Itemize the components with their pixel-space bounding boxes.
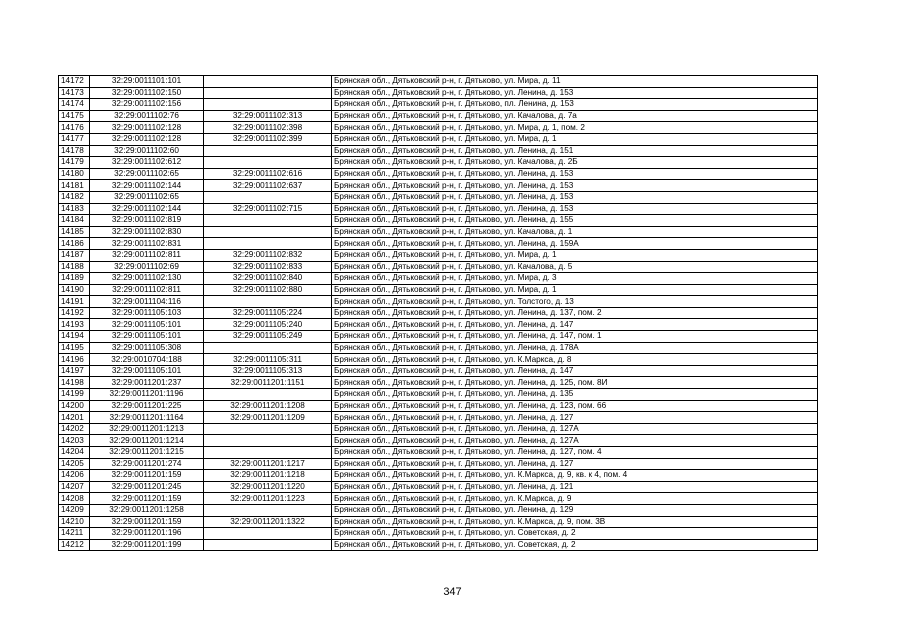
linked-cadastral-number-cell	[204, 528, 332, 540]
table-row	[59, 249, 818, 261]
table-row	[59, 412, 818, 424]
cadastral-number-cell: 32:29:0011201:1258	[90, 504, 204, 516]
cadastral-number-cell: 32:29:0011105:101	[90, 365, 204, 377]
linked-cadastral-number-cell: 32:29:0011201:1209	[204, 412, 332, 424]
table-row	[59, 87, 818, 99]
cadastral-number-cell: 32:29:0011102:69	[90, 261, 204, 273]
row-number-cell: 14195	[59, 342, 90, 354]
table-row	[59, 191, 818, 203]
address-cell: Брянская обл., Дятьковский р-н, г. Дятьково, ул. Ленина, д. 153	[332, 180, 818, 192]
linked-cadastral-number-cell: 32:29:0011105:249	[204, 331, 332, 343]
table-row	[59, 180, 818, 192]
table-row	[59, 528, 818, 540]
row-number-cell: 14185	[59, 226, 90, 238]
row-number-cell: 14174	[59, 99, 90, 111]
linked-cadastral-number-cell: 32:29:0011201:1217	[204, 458, 332, 470]
address-cell: Брянская обл., Дятьковский р-н, г. Дятьково, ул. Ленина, д. 153	[332, 203, 818, 215]
cadastral-number-cell: 32:29:0011105:103	[90, 307, 204, 319]
cadastral-number-cell: 32:29:0011102:831	[90, 238, 204, 250]
table-row	[59, 481, 818, 493]
table-row	[59, 319, 818, 331]
address-cell: Брянская обл., Дятьковский р-н, г. Дятьково, ул. Ленина, д. 127А	[332, 423, 818, 435]
table-row	[59, 284, 818, 296]
linked-cadastral-number-cell: 32:29:0011201:1223	[204, 493, 332, 505]
address-cell: Брянская обл., Дятьковский р-н, г. Дятьково, ул. Ленина, д. 147	[332, 319, 818, 331]
row-number-cell: 14191	[59, 296, 90, 308]
address-cell: Брянская обл., Дятьковский р-н, г. Дятьково, ул. К.Маркса, д. 8	[332, 354, 818, 366]
linked-cadastral-number-cell: 32:29:0011102:637	[204, 180, 332, 192]
linked-cadastral-number-cell: 32:29:0011105:240	[204, 319, 332, 331]
page-number: 347	[443, 586, 462, 598]
linked-cadastral-number-cell: 32:29:0011102:313	[204, 110, 332, 122]
cadastral-number-cell: 32:29:0011201:199	[90, 539, 204, 551]
cadastral-number-cell: 32:29:0011105:101	[90, 319, 204, 331]
row-number-cell: 14210	[59, 516, 90, 528]
row-number-cell: 14173	[59, 87, 90, 99]
table-row	[59, 504, 818, 516]
linked-cadastral-number-cell: 32:29:0011102:399	[204, 133, 332, 145]
address-cell: Брянская обл., Дятьковский р-н, г. Дятьково, ул. Ленина, д. 153	[332, 87, 818, 99]
row-number-cell: 14198	[59, 377, 90, 389]
address-cell: Брянская обл., Дятьковский р-н, г. Дятьково, ул. Мира, д. 1	[332, 284, 818, 296]
linked-cadastral-number-cell	[204, 389, 332, 401]
table-row	[59, 423, 818, 435]
address-cell: Брянская обл., Дятьковский р-н, г. Дятьково, ул. Качалова, д. 7а	[332, 110, 818, 122]
row-number-cell: 14182	[59, 191, 90, 203]
table-row	[59, 342, 818, 354]
linked-cadastral-number-cell	[204, 296, 332, 308]
cadastral-number-cell: 32:29:0011102:144	[90, 203, 204, 215]
address-cell: Брянская обл., Дятьковский р-н, г. Дятьково, ул. Ленина, д. 137, пом. 2	[332, 307, 818, 319]
linked-cadastral-number-cell	[204, 423, 332, 435]
row-number-cell: 14192	[59, 307, 90, 319]
linked-cadastral-number-cell: 32:29:0011105:313	[204, 365, 332, 377]
cadastral-number-cell: 32:29:0011102:130	[90, 273, 204, 285]
cadastral-number-cell: 32:29:0011102:144	[90, 180, 204, 192]
linked-cadastral-number-cell	[204, 76, 332, 88]
address-cell: Брянская обл., Дятьковский р-н, г. Дятьково, ул. К.Маркса, д. 9	[332, 493, 818, 505]
linked-cadastral-number-cell	[204, 145, 332, 157]
row-number-cell: 14207	[59, 481, 90, 493]
address-cell: Брянская обл., Дятьковский р-н, г. Дятьково, ул. Ленина, д. 135	[332, 389, 818, 401]
cadastral-number-cell: 32:29:0011102:128	[90, 133, 204, 145]
row-number-cell: 14188	[59, 261, 90, 273]
row-number-cell: 14208	[59, 493, 90, 505]
cadastral-number-cell: 32:29:0011201:1213	[90, 423, 204, 435]
address-cell: Брянская обл., Дятьковский р-н, г. Дятьково, ул. Ленина, д. 151	[332, 145, 818, 157]
table-row	[59, 307, 818, 319]
cadastral-number-cell: 32:29:0011201:1164	[90, 412, 204, 424]
cadastral-number-cell: 32:29:0011102:811	[90, 284, 204, 296]
table-row	[59, 435, 818, 447]
row-number-cell: 14179	[59, 157, 90, 169]
table-row	[59, 516, 818, 528]
cadastral-number-cell: 32:29:0011201:1215	[90, 447, 204, 459]
address-cell: Брянская обл., Дятьковский р-н, г. Дятьково, ул. Ленина, д. 147	[332, 365, 818, 377]
cadastral-number-cell: 32:29:0011101:101	[90, 76, 204, 88]
row-number-cell: 14190	[59, 284, 90, 296]
table-row	[59, 365, 818, 377]
cadastral-number-cell: 32:29:0011102:819	[90, 215, 204, 227]
cadastral-number-cell: 32:29:0011102:156	[90, 99, 204, 111]
table-row	[59, 99, 818, 111]
register-table	[58, 75, 818, 551]
cadastral-number-cell: 32:29:0011102:811	[90, 249, 204, 261]
table-row	[59, 122, 818, 134]
table-row	[59, 389, 818, 401]
cadastral-number-cell: 32:29:0011102:65	[90, 168, 204, 180]
cadastral-number-cell: 32:29:0011102:60	[90, 145, 204, 157]
address-cell: Брянская обл., Дятьковский р-н, г. Дятьково, ул. Ленина, д. 123, пом. 66	[332, 400, 818, 412]
address-cell: Брянская обл., Дятьковский р-н, г. Дятьково, ул. Ленина, д. 153	[332, 168, 818, 180]
row-number-cell: 14200	[59, 400, 90, 412]
table-row	[59, 110, 818, 122]
cadastral-number-cell: 32:29:0011102:612	[90, 157, 204, 169]
linked-cadastral-number-cell	[204, 157, 332, 169]
cadastral-number-cell: 32:29:0010704:188	[90, 354, 204, 366]
linked-cadastral-number-cell: 32:29:0011102:832	[204, 249, 332, 261]
cadastral-number-cell: 32:29:0011102:150	[90, 87, 204, 99]
cadastral-number-cell: 32:29:0011201:245	[90, 481, 204, 493]
address-cell: Брянская обл., Дятьковский р-н, г. Дятьково, ул. Ленина, д. 121	[332, 481, 818, 493]
linked-cadastral-number-cell	[204, 226, 332, 238]
cadastral-number-cell: 32:29:0011201:159	[90, 470, 204, 482]
linked-cadastral-number-cell: 32:29:0011102:840	[204, 273, 332, 285]
row-number-cell: 14186	[59, 238, 90, 250]
table-row	[59, 145, 818, 157]
address-cell: Брянская обл., Дятьковский р-н, г. Дятьково, ул. Мира, д. 1	[332, 133, 818, 145]
cadastral-number-cell: 32:29:0011201:1214	[90, 435, 204, 447]
row-number-cell: 14201	[59, 412, 90, 424]
table-row	[59, 400, 818, 412]
row-number-cell: 14183	[59, 203, 90, 215]
linked-cadastral-number-cell: 32:29:0011102:833	[204, 261, 332, 273]
table-row	[59, 226, 818, 238]
cadastral-number-cell: 32:29:0011102:65	[90, 191, 204, 203]
cadastral-number-cell: 32:29:0011201:274	[90, 458, 204, 470]
address-cell: Брянская обл., Дятьковский р-н, г. Дятьково, ул. Мира, д. 11	[332, 76, 818, 88]
linked-cadastral-number-cell: 32:29:0011105:311	[204, 354, 332, 366]
address-cell: Брянская обл., Дятьковский р-н, г. Дятьково, ул. К.Маркса, д. 9, пом. 3В	[332, 516, 818, 528]
linked-cadastral-number-cell	[204, 342, 332, 354]
linked-cadastral-number-cell: 32:29:0011201:1151	[204, 377, 332, 389]
table-row	[59, 539, 818, 551]
linked-cadastral-number-cell	[204, 435, 332, 447]
row-number-cell: 14212	[59, 539, 90, 551]
linked-cadastral-number-cell: 32:29:0011201:1220	[204, 481, 332, 493]
row-number-cell: 14203	[59, 435, 90, 447]
linked-cadastral-number-cell	[204, 238, 332, 250]
cadastral-number-cell: 32:29:0011201:159	[90, 493, 204, 505]
table-row	[59, 377, 818, 389]
address-cell: Брянская обл., Дятьковский р-н, г. Дятьково, ул. Ленина, д. 155	[332, 215, 818, 227]
linked-cadastral-number-cell: 32:29:0011201:1218	[204, 470, 332, 482]
row-number-cell: 14176	[59, 122, 90, 134]
address-cell: Брянская обл., Дятьковский р-н, г. Дятьково, ул. Ленина, д. 159А	[332, 238, 818, 250]
linked-cadastral-number-cell: 32:29:0011102:715	[204, 203, 332, 215]
row-number-cell: 14181	[59, 180, 90, 192]
linked-cadastral-number-cell	[204, 447, 332, 459]
address-cell: Брянская обл., Дятьковский р-н, г. Дятьково, ул. Мира, д. 3	[332, 273, 818, 285]
address-cell: Брянская обл., Дятьковский р-н, г. Дятьково, ул. Мира, д. 1, пом. 2	[332, 122, 818, 134]
linked-cadastral-number-cell: 32:29:0011102:398	[204, 122, 332, 134]
address-cell: Брянская обл., Дятьковский р-н, г. Дятьково, ул. Ленина, д. 129	[332, 504, 818, 516]
row-number-cell: 14184	[59, 215, 90, 227]
cadastral-number-cell: 32:29:0011105:101	[90, 331, 204, 343]
table-row	[59, 168, 818, 180]
address-cell: Брянская обл., Дятьковский р-н, г. Дятьково, ул. Ленина, д. 127	[332, 412, 818, 424]
row-number-cell: 14206	[59, 470, 90, 482]
linked-cadastral-number-cell: 32:29:0011201:1322	[204, 516, 332, 528]
cadastral-number-cell: 32:29:0011201:159	[90, 516, 204, 528]
cadastral-number-cell: 32:29:0011201:196	[90, 528, 204, 540]
linked-cadastral-number-cell: 32:29:0011102:880	[204, 284, 332, 296]
address-cell: Брянская обл., Дятьковский р-н, г. Дятьково, ул. Мира, д. 1	[332, 249, 818, 261]
row-number-cell: 14193	[59, 319, 90, 331]
address-cell: Брянская обл., Дятьковский р-н, г. Дятьково, ул. Качалова, д. 5	[332, 261, 818, 273]
address-cell: Брянская обл., Дятьковский р-н, г. Дятьково, ул. Ленина, д. 178А	[332, 342, 818, 354]
linked-cadastral-number-cell	[204, 504, 332, 516]
address-cell: Брянская обл., Дятьковский р-н, г. Дятьково, ул. Толстого, д. 13	[332, 296, 818, 308]
table-row	[59, 238, 818, 250]
row-number-cell: 14211	[59, 528, 90, 540]
table-row	[59, 215, 818, 227]
table-row	[59, 354, 818, 366]
row-number-cell: 14177	[59, 133, 90, 145]
table-row	[59, 157, 818, 169]
cadastral-number-cell: 32:29:0011201:1196	[90, 389, 204, 401]
table-row	[59, 296, 818, 308]
cadastral-number-cell: 32:29:0011201:237	[90, 377, 204, 389]
address-cell: Брянская обл., Дятьковский р-н, г. Дятьково, ул. Качалова, д. 2Б	[332, 157, 818, 169]
cadastral-number-cell: 32:29:0011102:76	[90, 110, 204, 122]
row-number-cell: 14187	[59, 249, 90, 261]
row-number-cell: 14197	[59, 365, 90, 377]
linked-cadastral-number-cell: 32:29:0011201:1208	[204, 400, 332, 412]
row-number-cell: 14189	[59, 273, 90, 285]
row-number-cell: 14209	[59, 504, 90, 516]
table-row	[59, 76, 818, 88]
row-number-cell: 14194	[59, 331, 90, 343]
row-number-cell: 14202	[59, 423, 90, 435]
address-cell: Брянская обл., Дятьковский р-н, г. Дятьково, ул. Ленина, д. 127	[332, 458, 818, 470]
table-row	[59, 447, 818, 459]
linked-cadastral-number-cell	[204, 215, 332, 227]
table-row	[59, 470, 818, 482]
row-number-cell: 14204	[59, 447, 90, 459]
linked-cadastral-number-cell: 32:29:0011102:616	[204, 168, 332, 180]
linked-cadastral-number-cell: 32:29:0011105:224	[204, 307, 332, 319]
address-cell: Брянская обл., Дятьковский р-н, г. Дятьково, ул. Ленина, д. 125, пом. 8И	[332, 377, 818, 389]
table-row	[59, 493, 818, 505]
address-cell: Брянская обл., Дятьковский р-н, г. Дятьково, ул. Ленина, д. 127А	[332, 435, 818, 447]
cadastral-number-cell: 32:29:0011201:225	[90, 400, 204, 412]
row-number-cell: 14180	[59, 168, 90, 180]
address-cell: Брянская обл., Дятьковский р-н, г. Дятьково, ул. Качалова, д. 1	[332, 226, 818, 238]
table-row	[59, 331, 818, 343]
cadastral-number-cell: 32:29:0011102:128	[90, 122, 204, 134]
address-cell: Брянская обл., Дятьковский р-н, г. Дятьково, ул. Ленина, д. 147, пом. 1	[332, 331, 818, 343]
cadastral-number-cell: 32:29:0011105:308	[90, 342, 204, 354]
address-cell: Брянская обл., Дятьковский р-н, г. Дятьково, ул. Советская, д. 2	[332, 528, 818, 540]
row-number-cell: 14172	[59, 76, 90, 88]
cadastral-number-cell: 32:29:0011104:116	[90, 296, 204, 308]
address-cell: Брянская обл., Дятьковский р-н, г. Дятьково, ул. К.Маркса, д. 9, кв. к 4, пом. 4	[332, 470, 818, 482]
row-number-cell: 14199	[59, 389, 90, 401]
table-row	[59, 203, 818, 215]
address-cell: Брянская обл., Дятьковский р-н, г. Дятьково, ул. Ленина, д. 127, пом. 4	[332, 447, 818, 459]
linked-cadastral-number-cell	[204, 87, 332, 99]
register-table-body	[59, 76, 818, 551]
table-row	[59, 261, 818, 273]
table-row	[59, 458, 818, 470]
linked-cadastral-number-cell	[204, 539, 332, 551]
table-row	[59, 273, 818, 285]
row-number-cell: 14196	[59, 354, 90, 366]
linked-cadastral-number-cell	[204, 191, 332, 203]
address-cell: Брянская обл., Дятьковский р-н, г. Дятьково, ул. Ленина, д. 153	[332, 191, 818, 203]
row-number-cell: 14178	[59, 145, 90, 157]
row-number-cell: 14175	[59, 110, 90, 122]
table-row	[59, 133, 818, 145]
address-cell: Брянская обл., Дятьковский р-н, г. Дятьково, ул. Советская, д. 2	[332, 539, 818, 551]
linked-cadastral-number-cell	[204, 99, 332, 111]
cadastral-number-cell: 32:29:0011102:830	[90, 226, 204, 238]
row-number-cell: 14205	[59, 458, 90, 470]
address-cell: Брянская обл., Дятьковский р-н, г. Дятьково, пл. Ленина, д. 153	[332, 99, 818, 111]
